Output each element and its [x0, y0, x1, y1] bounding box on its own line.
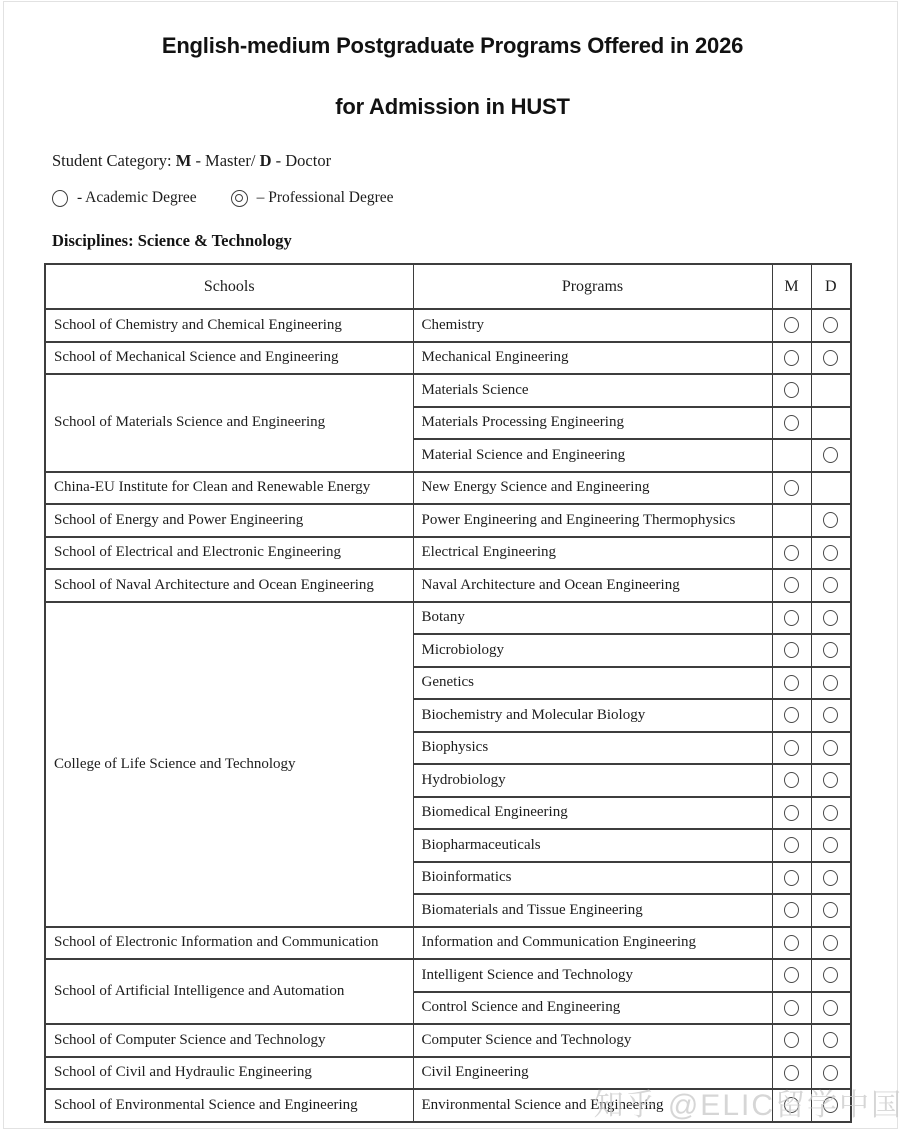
- doctor-mark-cell: [811, 894, 851, 927]
- master-mark-cell: [772, 309, 811, 342]
- table-row: [45, 1024, 851, 1057]
- school-name-cell: School of Civil and Hydraulic Engineering: [45, 1057, 413, 1090]
- doctor-mark-cell: [811, 1024, 851, 1057]
- table-row: [45, 472, 851, 505]
- school-name-cell: School of Chemistry and Chemical Engineering: [45, 309, 413, 342]
- school-name-cell: College of Life Science and Technology: [45, 602, 413, 927]
- doctor-mark-cell: [811, 537, 851, 570]
- academic-degree-circle-icon: [784, 480, 799, 496]
- header-doctor: D: [811, 264, 851, 309]
- program-name-cell: Bioinformatics: [413, 862, 772, 895]
- program-name-cell: Biopharmaceuticals: [413, 829, 772, 862]
- table-row: [45, 927, 851, 960]
- school-name-cell: School of Computer Science and Technology: [45, 1024, 413, 1057]
- doctor-mark-cell: [811, 569, 851, 602]
- academic-degree-circle-icon: [784, 545, 799, 561]
- master-mark-cell: [772, 764, 811, 797]
- master-mark-cell: [772, 374, 811, 407]
- doctor-mark-cell: [811, 927, 851, 960]
- watermark: 知乎 @ELIC留学中国: [593, 1089, 903, 1122]
- program-name-cell: Computer Science and Technology: [413, 1024, 772, 1057]
- academic-degree-circle-icon: [823, 707, 838, 723]
- program-name-cell: Electrical Engineering: [413, 537, 772, 570]
- academic-degree-circle-icon: [823, 610, 838, 626]
- school-name-cell: School of Environmental Science and Engineering: [45, 1089, 413, 1122]
- table-row: [45, 504, 851, 537]
- doctor-mark-cell: [811, 407, 851, 440]
- school-name-cell: School of Naval Architecture and Ocean Engineering: [45, 569, 413, 602]
- master-mark-cell: [772, 927, 811, 960]
- master-mark-cell: [772, 862, 811, 895]
- academic-degree-circle-icon: [784, 675, 799, 691]
- academic-degree-circle-icon: [823, 447, 838, 463]
- academic-degree-label: - Academic Degree: [77, 189, 197, 206]
- program-name-cell: New Energy Science and Engineering: [413, 472, 772, 505]
- disciplines-heading: Disciplines: Science & Technology: [52, 231, 292, 250]
- program-name-cell: Chemistry: [413, 309, 772, 342]
- master-mark-cell: [772, 829, 811, 862]
- academic-degree-circle-icon: [823, 1000, 838, 1016]
- category-mid: - Master/: [191, 151, 260, 170]
- professional-degree-double-circle-icon: [231, 190, 248, 207]
- master-mark-cell: [772, 992, 811, 1025]
- doctor-mark-cell: [811, 309, 851, 342]
- master-mark-cell: [772, 407, 811, 440]
- doctor-mark-cell: [811, 504, 851, 537]
- academic-degree-circle-icon: [784, 837, 799, 853]
- master-mark-cell: [772, 472, 811, 505]
- program-name-cell: Naval Architecture and Ocean Engineering: [413, 569, 772, 602]
- program-name-cell: Microbiology: [413, 634, 772, 667]
- table-row: [45, 602, 851, 635]
- doctor-mark-cell: [811, 699, 851, 732]
- table-body: [45, 309, 851, 1122]
- category-d-label: D: [259, 151, 272, 170]
- program-name-cell: Environmental Science and Engineering: [413, 1089, 772, 1122]
- category-prefix: Student Category:: [52, 151, 176, 170]
- program-name-cell: Biomaterials and Tissue Engineering: [413, 894, 772, 927]
- academic-degree-circle-icon: [784, 967, 799, 983]
- school-name-cell: School of Electrical and Electronic Engineering: [45, 537, 413, 570]
- academic-degree-circle-icon: [784, 1032, 799, 1048]
- academic-degree-circle-icon: [784, 382, 799, 398]
- program-name-cell: Civil Engineering: [413, 1057, 772, 1090]
- academic-degree-circle-icon: [784, 740, 799, 756]
- program-name-cell: Control Science and Engineering: [413, 992, 772, 1025]
- master-mark-cell: [772, 1024, 811, 1057]
- program-name-cell: Material Science and Engineering: [413, 439, 772, 472]
- master-mark-cell: [772, 602, 811, 635]
- program-name-cell: Biophysics: [413, 732, 772, 765]
- academic-degree-circle-icon: [823, 870, 838, 886]
- academic-degree-circle-icon: [784, 350, 799, 366]
- category-suffix: - Doctor: [271, 151, 332, 170]
- table-row: [45, 374, 851, 407]
- category-m-label: M: [175, 151, 192, 170]
- header-schools: Schools: [45, 264, 413, 309]
- school-name-cell: School of Mechanical Science and Engineering: [45, 342, 413, 375]
- academic-degree-circle-icon: [823, 740, 838, 756]
- doctor-mark-cell: [811, 992, 851, 1025]
- school-name-cell: School of Electronic Information and Communication: [45, 927, 413, 960]
- program-name-cell: Materials Science: [413, 374, 772, 407]
- doctor-mark-cell: [811, 797, 851, 830]
- doctor-mark-cell: [811, 862, 851, 895]
- master-mark-cell: [772, 569, 811, 602]
- doctor-mark-cell: [811, 732, 851, 765]
- program-name-cell: Mechanical Engineering: [413, 342, 772, 375]
- program-name-cell: Biomedical Engineering: [413, 797, 772, 830]
- programs-table: [44, 263, 852, 1123]
- table-row: [45, 959, 851, 992]
- academic-degree-circle-icon: [823, 545, 838, 561]
- academic-degree-circle-icon: [823, 837, 838, 853]
- student-category-note: [52, 151, 331, 171]
- master-mark-cell: [772, 439, 811, 472]
- school-name-cell: School of Artificial Intelligence and Automation: [45, 959, 413, 1024]
- academic-degree-circle-icon: [784, 935, 799, 951]
- doctor-mark-cell: [811, 439, 851, 472]
- academic-degree-circle-icon: [823, 935, 838, 951]
- academic-degree-circle-icon: [784, 772, 799, 788]
- master-mark-cell: [772, 504, 811, 537]
- doctor-mark-cell: [811, 764, 851, 797]
- academic-degree-circle-icon: [784, 642, 799, 658]
- header-programs: Programs: [413, 264, 772, 309]
- doctor-mark-cell: [811, 602, 851, 635]
- academic-degree-circle-icon: [823, 317, 838, 333]
- academic-degree-circle-icon: [52, 190, 68, 207]
- table-row: [45, 342, 851, 375]
- doctor-mark-cell: [811, 959, 851, 992]
- master-mark-cell: [772, 342, 811, 375]
- table-row: [45, 309, 851, 342]
- master-mark-cell: [772, 537, 811, 570]
- program-name-cell: Power Engineering and Engineering Thermophysics: [413, 504, 772, 537]
- legend: [52, 189, 394, 207]
- academic-degree-circle-icon: [823, 512, 838, 528]
- academic-degree-circle-icon: [823, 967, 838, 983]
- school-name-cell: School of Energy and Power Engineering: [45, 504, 413, 537]
- program-name-cell: Hydrobiology: [413, 764, 772, 797]
- academic-degree-circle-icon: [823, 772, 838, 788]
- doctor-mark-cell: [811, 342, 851, 375]
- doctor-mark-cell: [811, 634, 851, 667]
- academic-degree-circle-icon: [784, 707, 799, 723]
- master-mark-cell: [772, 959, 811, 992]
- master-mark-cell: [772, 699, 811, 732]
- doctor-mark-cell: [811, 667, 851, 700]
- school-name-cell: China-EU Institute for Clean and Renewable Energy: [45, 472, 413, 505]
- table-row: [45, 537, 851, 570]
- table-header-row: [45, 264, 851, 309]
- master-mark-cell: [772, 894, 811, 927]
- academic-degree-circle-icon: [784, 1065, 799, 1081]
- double-circle-inner: [235, 194, 243, 202]
- program-name-cell: Information and Communication Engineering: [413, 927, 772, 960]
- academic-degree-circle-icon: [823, 1065, 838, 1081]
- academic-degree-circle-icon: [823, 577, 838, 593]
- academic-degree-circle-icon: [784, 902, 799, 918]
- program-name-cell: Intelligent Science and Technology: [413, 959, 772, 992]
- academic-degree-circle-icon: [823, 805, 838, 821]
- master-mark-cell: [772, 667, 811, 700]
- school-name-cell: School of Materials Science and Engineering: [45, 374, 413, 472]
- header-master: M: [772, 264, 811, 309]
- academic-degree-circle-icon: [784, 610, 799, 626]
- academic-degree-circle-icon: [784, 1000, 799, 1016]
- academic-degree-circle-icon: [784, 805, 799, 821]
- program-name-cell: Materials Processing Engineering: [413, 407, 772, 440]
- academic-degree-circle-icon: [784, 317, 799, 333]
- doctor-mark-cell: [811, 374, 851, 407]
- academic-degree-circle-icon: [823, 642, 838, 658]
- academic-degree-circle-icon: [784, 415, 799, 431]
- doctor-mark-cell: [811, 829, 851, 862]
- document-title-line2: for Admission in HUST: [335, 94, 570, 119]
- document-title-line1: English-medium Postgraduate Programs Offered in 2026: [161, 33, 744, 58]
- table-row: [45, 569, 851, 602]
- doctor-mark-cell: [811, 472, 851, 505]
- professional-degree-label: – Professional Degree: [256, 189, 394, 206]
- academic-degree-circle-icon: [823, 1032, 838, 1048]
- academic-degree-circle-icon: [784, 870, 799, 886]
- program-name-cell: Botany: [413, 602, 772, 635]
- academic-degree-circle-icon: [823, 902, 838, 918]
- academic-degree-circle-icon: [823, 350, 838, 366]
- academic-degree-circle-icon: [784, 577, 799, 593]
- program-name-cell: Biochemistry and Molecular Biology: [413, 699, 772, 732]
- master-mark-cell: [772, 732, 811, 765]
- master-mark-cell: [772, 797, 811, 830]
- program-name-cell: Genetics: [413, 667, 772, 700]
- master-mark-cell: [772, 634, 811, 667]
- academic-degree-circle-icon: [823, 675, 838, 691]
